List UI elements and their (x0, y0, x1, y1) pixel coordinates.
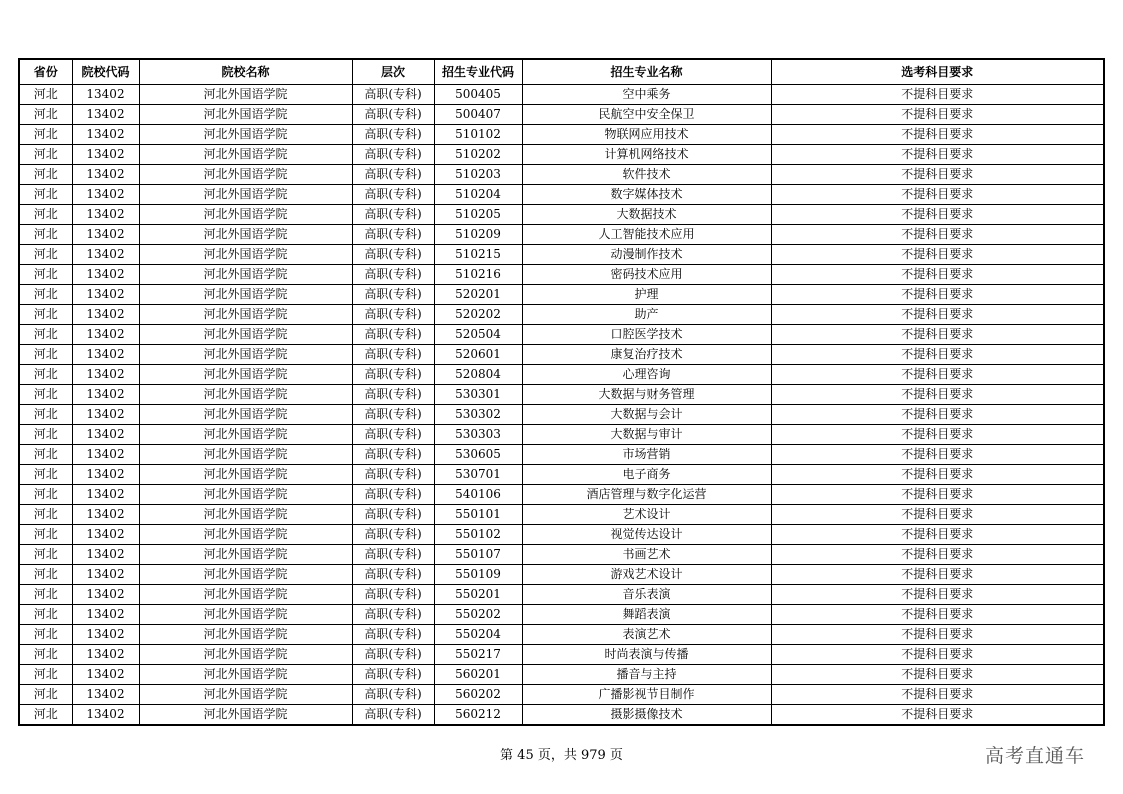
cell-subject-requirement: 不提科目要求 (771, 405, 1104, 425)
cell-level: 高职(专科) (352, 525, 434, 545)
cell-school-name: 河北外国语学院 (139, 585, 352, 605)
cell-province: 河北 (19, 545, 72, 565)
cell-province: 河北 (19, 425, 72, 445)
cell-level: 高职(专科) (352, 405, 434, 425)
cell-school-code: 13402 (72, 465, 139, 485)
cell-major-code: 520201 (434, 285, 522, 305)
cell-major-code: 510203 (434, 165, 522, 185)
column-header-level: 层次 (352, 59, 434, 85)
cell-major-name: 音乐表演 (522, 585, 771, 605)
cell-province: 河北 (19, 305, 72, 325)
cell-major-code: 550109 (434, 565, 522, 585)
table-row (19, 485, 1104, 505)
cell-school-code: 13402 (72, 105, 139, 125)
cell-major-name: 视觉传达设计 (522, 525, 771, 545)
cell-level: 高职(专科) (352, 145, 434, 165)
cell-major-name: 大数据与审计 (522, 425, 771, 445)
cell-school-code: 13402 (72, 185, 139, 205)
cell-school-name: 河北外国语学院 (139, 425, 352, 445)
cell-major-name: 摄影摄像技术 (522, 705, 771, 726)
cell-school-name: 河北外国语学院 (139, 125, 352, 145)
cell-school-name: 河北外国语学院 (139, 645, 352, 665)
cell-school-name: 河北外国语学院 (139, 85, 352, 105)
cell-level: 高职(专科) (352, 245, 434, 265)
cell-province: 河北 (19, 85, 72, 105)
cell-school-name: 河北外国语学院 (139, 185, 352, 205)
cell-school-name: 河北外国语学院 (139, 525, 352, 545)
cell-subject-requirement: 不提科目要求 (771, 165, 1104, 185)
cell-major-name: 大数据与会计 (522, 405, 771, 425)
cell-province: 河北 (19, 385, 72, 405)
table-row (19, 105, 1104, 125)
cell-major-code: 550107 (434, 545, 522, 565)
cell-major-code: 550202 (434, 605, 522, 625)
cell-subject-requirement: 不提科目要求 (771, 125, 1104, 145)
cell-school-code: 13402 (72, 685, 139, 705)
cell-major-code: 520202 (434, 305, 522, 325)
table-row (19, 365, 1104, 385)
cell-school-name: 河北外国语学院 (139, 205, 352, 225)
cell-school-name: 河北外国语学院 (139, 345, 352, 365)
cell-school-code: 13402 (72, 125, 139, 145)
cell-level: 高职(专科) (352, 605, 434, 625)
cell-major-code: 510205 (434, 205, 522, 225)
cell-subject-requirement: 不提科目要求 (771, 565, 1104, 585)
cell-province: 河北 (19, 405, 72, 425)
cell-school-code: 13402 (72, 485, 139, 505)
table-row (19, 565, 1104, 585)
cell-major-name: 表演艺术 (522, 625, 771, 645)
cell-level: 高职(专科) (352, 165, 434, 185)
cell-province: 河北 (19, 625, 72, 645)
cell-level: 高职(专科) (352, 285, 434, 305)
cell-major-name: 空中乘务 (522, 85, 771, 105)
cell-major-name: 护理 (522, 285, 771, 305)
cell-province: 河北 (19, 265, 72, 285)
cell-major-code: 550217 (434, 645, 522, 665)
cell-school-name: 河北外国语学院 (139, 705, 352, 726)
cell-subject-requirement: 不提科目要求 (771, 465, 1104, 485)
cell-major-code: 560202 (434, 685, 522, 705)
cell-school-code: 13402 (72, 545, 139, 565)
cell-province: 河北 (19, 185, 72, 205)
cell-major-name: 计算机网络技术 (522, 145, 771, 165)
cell-school-name: 河北外国语学院 (139, 685, 352, 705)
cell-school-code: 13402 (72, 265, 139, 285)
cell-level: 高职(专科) (352, 205, 434, 225)
cell-province: 河北 (19, 325, 72, 345)
cell-major-code: 550204 (434, 625, 522, 645)
cell-school-code: 13402 (72, 345, 139, 365)
cell-subject-requirement: 不提科目要求 (771, 365, 1104, 385)
cell-province: 河北 (19, 685, 72, 705)
cell-major-code: 500407 (434, 105, 522, 125)
cell-major-name: 口腔医学技术 (522, 325, 771, 345)
admission-table (18, 58, 1105, 726)
cell-school-name: 河北外国语学院 (139, 505, 352, 525)
cell-major-name: 艺术设计 (522, 505, 771, 525)
table-row (19, 525, 1104, 545)
cell-school-code: 13402 (72, 425, 139, 445)
cell-major-code: 550201 (434, 585, 522, 605)
cell-province: 河北 (19, 365, 72, 385)
cell-subject-requirement: 不提科目要求 (771, 705, 1104, 726)
cell-major-name: 大数据与财务管理 (522, 385, 771, 405)
cell-subject-requirement: 不提科目要求 (771, 585, 1104, 605)
page-number: 第 45 页，共 979 页 (500, 748, 623, 763)
table-row (19, 145, 1104, 165)
cell-school-name: 河北外国语学院 (139, 385, 352, 405)
cell-major-code: 520804 (434, 365, 522, 385)
cell-major-code: 540106 (434, 485, 522, 505)
cell-major-name: 时尚表演与传播 (522, 645, 771, 665)
cell-school-code: 13402 (72, 225, 139, 245)
cell-province: 河北 (19, 205, 72, 225)
cell-province: 河北 (19, 585, 72, 605)
table-row (19, 185, 1104, 205)
cell-school-name: 河北外国语学院 (139, 625, 352, 645)
cell-level: 高职(专科) (352, 625, 434, 645)
cell-province: 河北 (19, 665, 72, 685)
cell-subject-requirement: 不提科目要求 (771, 645, 1104, 665)
cell-major-name: 书画艺术 (522, 545, 771, 565)
cell-subject-requirement: 不提科目要求 (771, 205, 1104, 225)
cell-subject-requirement: 不提科目要求 (771, 685, 1104, 705)
cell-school-code: 13402 (72, 145, 139, 165)
column-header-subject-requirement: 选考科目要求 (771, 59, 1104, 85)
cell-school-code: 13402 (72, 585, 139, 605)
cell-level: 高职(专科) (352, 465, 434, 485)
cell-school-name: 河北外国语学院 (139, 285, 352, 305)
cell-major-name: 播音与主持 (522, 665, 771, 685)
cell-major-name: 市场营销 (522, 445, 771, 465)
cell-major-code: 510216 (434, 265, 522, 285)
cell-school-code: 13402 (72, 445, 139, 465)
header-row (19, 59, 1104, 85)
cell-province: 河北 (19, 105, 72, 125)
cell-province: 河北 (19, 525, 72, 545)
cell-subject-requirement: 不提科目要求 (771, 385, 1104, 405)
cell-major-code: 500405 (434, 85, 522, 105)
cell-major-name: 康复治疗技术 (522, 345, 771, 365)
cell-school-name: 河北外国语学院 (139, 365, 352, 385)
cell-school-name: 河北外国语学院 (139, 605, 352, 625)
cell-school-name: 河北外国语学院 (139, 265, 352, 285)
table-row (19, 665, 1104, 685)
cell-level: 高职(专科) (352, 385, 434, 405)
cell-level: 高职(专科) (352, 565, 434, 585)
cell-school-code: 13402 (72, 605, 139, 625)
column-header-province: 省份 (19, 59, 72, 85)
cell-level: 高职(专科) (352, 445, 434, 465)
table-row (19, 345, 1104, 365)
cell-major-code: 530701 (434, 465, 522, 485)
cell-level: 高职(专科) (352, 505, 434, 525)
cell-subject-requirement: 不提科目要求 (771, 545, 1104, 565)
cell-major-name: 酒店管理与数字化运营 (522, 485, 771, 505)
cell-major-code: 530302 (434, 405, 522, 425)
cell-subject-requirement: 不提科目要求 (771, 265, 1104, 285)
cell-subject-requirement: 不提科目要求 (771, 445, 1104, 465)
cell-subject-requirement: 不提科目要求 (771, 625, 1104, 645)
cell-level: 高职(专科) (352, 125, 434, 145)
cell-major-name: 人工智能技术应用 (522, 225, 771, 245)
cell-level: 高职(专科) (352, 325, 434, 345)
cell-province: 河北 (19, 565, 72, 585)
cell-subject-requirement: 不提科目要求 (771, 285, 1104, 305)
cell-major-code: 530303 (434, 425, 522, 445)
table-row (19, 85, 1104, 105)
cell-major-code: 520601 (434, 345, 522, 365)
cell-province: 河北 (19, 285, 72, 305)
cell-school-code: 13402 (72, 245, 139, 265)
table-row (19, 205, 1104, 225)
cell-school-name: 河北外国语学院 (139, 465, 352, 485)
cell-school-code: 13402 (72, 385, 139, 405)
cell-school-code: 13402 (72, 325, 139, 345)
cell-level: 高职(专科) (352, 365, 434, 385)
table-row (19, 465, 1104, 485)
cell-major-name: 软件技术 (522, 165, 771, 185)
cell-subject-requirement: 不提科目要求 (771, 425, 1104, 445)
column-header-school-name: 院校名称 (139, 59, 352, 85)
table-row (19, 225, 1104, 245)
cell-subject-requirement: 不提科目要求 (771, 105, 1104, 125)
table-row (19, 645, 1104, 665)
cell-province: 河北 (19, 345, 72, 365)
cell-subject-requirement: 不提科目要求 (771, 325, 1104, 345)
column-header-school-code: 院校代码 (72, 59, 139, 85)
cell-subject-requirement: 不提科目要求 (771, 345, 1104, 365)
table-row (19, 385, 1104, 405)
cell-major-name: 民航空中安全保卫 (522, 105, 771, 125)
cell-school-name: 河北外国语学院 (139, 665, 352, 685)
cell-school-code: 13402 (72, 285, 139, 305)
cell-subject-requirement: 不提科目要求 (771, 485, 1104, 505)
cell-major-name: 密码技术应用 (522, 265, 771, 285)
cell-province: 河北 (19, 125, 72, 145)
cell-school-name: 河北外国语学院 (139, 145, 352, 165)
cell-school-name: 河北外国语学院 (139, 445, 352, 465)
cell-major-name: 物联网应用技术 (522, 125, 771, 145)
cell-province: 河北 (19, 505, 72, 525)
cell-school-name: 河北外国语学院 (139, 565, 352, 585)
cell-major-code: 520504 (434, 325, 522, 345)
cell-school-code: 13402 (72, 705, 139, 726)
cell-level: 高职(专科) (352, 585, 434, 605)
cell-school-name: 河北外国语学院 (139, 245, 352, 265)
cell-school-code: 13402 (72, 505, 139, 525)
cell-province: 河北 (19, 165, 72, 185)
cell-school-name: 河北外国语学院 (139, 405, 352, 425)
cell-school-code: 13402 (72, 525, 139, 545)
column-header-major-name: 招生专业名称 (522, 59, 771, 85)
table-row (19, 705, 1104, 726)
table-row (19, 405, 1104, 425)
cell-province: 河北 (19, 605, 72, 625)
cell-province: 河北 (19, 225, 72, 245)
cell-major-code: 560212 (434, 705, 522, 726)
cell-school-code: 13402 (72, 665, 139, 685)
cell-subject-requirement: 不提科目要求 (771, 525, 1104, 545)
cell-province: 河北 (19, 705, 72, 726)
cell-level: 高职(专科) (352, 265, 434, 285)
cell-level: 高职(专科) (352, 105, 434, 125)
cell-school-code: 13402 (72, 205, 139, 225)
cell-major-name: 动漫制作技术 (522, 245, 771, 265)
cell-province: 河北 (19, 145, 72, 165)
table-row (19, 125, 1104, 145)
cell-school-name: 河北外国语学院 (139, 225, 352, 245)
cell-school-name: 河北外国语学院 (139, 485, 352, 505)
table-row (19, 285, 1104, 305)
cell-province: 河北 (19, 245, 72, 265)
cell-school-code: 13402 (72, 405, 139, 425)
cell-major-code: 510204 (434, 185, 522, 205)
cell-level: 高职(专科) (352, 645, 434, 665)
cell-subject-requirement: 不提科目要求 (771, 605, 1104, 625)
cell-major-name: 游戏艺术设计 (522, 565, 771, 585)
cell-major-name: 舞蹈表演 (522, 605, 771, 625)
table-row (19, 685, 1104, 705)
table-row (19, 585, 1104, 605)
cell-level: 高职(专科) (352, 85, 434, 105)
cell-subject-requirement: 不提科目要求 (771, 145, 1104, 165)
cell-major-name: 数字媒体技术 (522, 185, 771, 205)
table-row (19, 545, 1104, 565)
cell-level: 高职(专科) (352, 305, 434, 325)
cell-level: 高职(专科) (352, 705, 434, 726)
cell-subject-requirement: 不提科目要求 (771, 225, 1104, 245)
table-header (19, 59, 1104, 85)
cell-level: 高职(专科) (352, 345, 434, 365)
table-row (19, 425, 1104, 445)
cell-province: 河北 (19, 485, 72, 505)
table-body (19, 85, 1104, 726)
cell-school-code: 13402 (72, 645, 139, 665)
table-row (19, 625, 1104, 645)
cell-major-code: 560201 (434, 665, 522, 685)
cell-major-name: 心理咨询 (522, 365, 771, 385)
cell-level: 高职(专科) (352, 685, 434, 705)
cell-subject-requirement: 不提科目要求 (771, 185, 1104, 205)
cell-major-code: 530605 (434, 445, 522, 465)
cell-major-code: 510202 (434, 145, 522, 165)
table-row (19, 165, 1104, 185)
cell-province: 河北 (19, 645, 72, 665)
cell-subject-requirement: 不提科目要求 (771, 85, 1104, 105)
column-header-major-code: 招生专业代码 (434, 59, 522, 85)
cell-school-code: 13402 (72, 625, 139, 645)
cell-subject-requirement: 不提科目要求 (771, 245, 1104, 265)
cell-province: 河北 (19, 445, 72, 465)
cell-school-name: 河北外国语学院 (139, 105, 352, 125)
cell-major-code: 550102 (434, 525, 522, 545)
cell-subject-requirement: 不提科目要求 (771, 665, 1104, 685)
cell-major-name: 广播影视节目制作 (522, 685, 771, 705)
cell-school-name: 河北外国语学院 (139, 305, 352, 325)
cell-level: 高职(专科) (352, 425, 434, 445)
table-row (19, 605, 1104, 625)
table-row (19, 265, 1104, 285)
cell-subject-requirement: 不提科目要求 (771, 505, 1104, 525)
cell-school-code: 13402 (72, 165, 139, 185)
cell-major-code: 510209 (434, 225, 522, 245)
cell-major-code: 550101 (434, 505, 522, 525)
cell-school-code: 13402 (72, 85, 139, 105)
cell-major-code: 510102 (434, 125, 522, 145)
table-row (19, 445, 1104, 465)
cell-subject-requirement: 不提科目要求 (771, 305, 1104, 325)
table-row (19, 245, 1104, 265)
cell-province: 河北 (19, 465, 72, 485)
cell-school-code: 13402 (72, 565, 139, 585)
cell-school-code: 13402 (72, 305, 139, 325)
cell-level: 高职(专科) (352, 485, 434, 505)
watermark-text: 高考直通车 (985, 745, 1086, 767)
cell-major-name: 电子商务 (522, 465, 771, 485)
cell-major-code: 510215 (434, 245, 522, 265)
cell-school-name: 河北外国语学院 (139, 545, 352, 565)
cell-level: 高职(专科) (352, 185, 434, 205)
cell-school-name: 河北外国语学院 (139, 165, 352, 185)
cell-school-name: 河北外国语学院 (139, 325, 352, 345)
table-row (19, 325, 1104, 345)
table-row (19, 305, 1104, 325)
table-row (19, 505, 1104, 525)
cell-major-code: 530301 (434, 385, 522, 405)
cell-level: 高职(专科) (352, 665, 434, 685)
cell-level: 高职(专科) (352, 225, 434, 245)
cell-major-name: 大数据技术 (522, 205, 771, 225)
cell-school-code: 13402 (72, 365, 139, 385)
cell-level: 高职(专科) (352, 545, 434, 565)
cell-major-name: 助产 (522, 305, 771, 325)
